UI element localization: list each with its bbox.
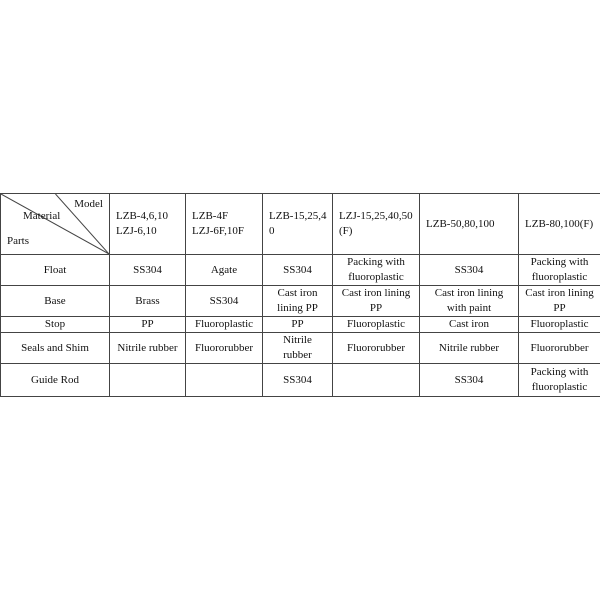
table-row xyxy=(1,364,600,397)
table-row xyxy=(1,255,600,286)
spec-table-container xyxy=(0,193,600,397)
table-row xyxy=(1,286,600,317)
parts-label: Parts xyxy=(7,235,29,247)
materials-table xyxy=(0,193,600,397)
material-cell: Packing with fluoroplastic xyxy=(333,255,420,286)
material-cell: Packing with fluoroplastic xyxy=(519,255,600,286)
material-cell: SS304 xyxy=(263,364,333,397)
material-cell: SS304 xyxy=(263,255,333,286)
material-cell: Fluoroplastic xyxy=(186,317,263,333)
model-label: Model xyxy=(74,198,103,210)
material-cell: Agate xyxy=(186,255,263,286)
material-cell: Cast iron lining PP xyxy=(333,286,420,317)
material-cell: PP xyxy=(263,317,333,333)
model-header-cell: LZB-4F LZJ-6F,10F xyxy=(186,194,263,255)
model-header-cell: LZB-80,100(F) xyxy=(519,194,600,255)
material-cell: Fluororubber xyxy=(333,333,420,364)
header-row xyxy=(1,194,600,255)
material-cell: Fluororubber xyxy=(186,333,263,364)
material-cell: Brass xyxy=(110,286,186,317)
material-cell: Cast iron lining with paint xyxy=(420,286,519,317)
material-cell: Cast iron xyxy=(420,317,519,333)
table-row xyxy=(1,317,600,333)
model-header-cell: LZJ-15,25,40,50 (F) xyxy=(333,194,420,255)
material-cell: SS304 xyxy=(186,286,263,317)
header-corner-cell xyxy=(1,194,110,255)
model-header-cell: LZB-50,80,100 xyxy=(420,194,519,255)
material-cell: Packing with fluoroplastic xyxy=(519,364,600,397)
part-name-cell: Stop xyxy=(1,317,110,333)
part-name-cell: Seals and Shim xyxy=(1,333,110,364)
material-cell: SS304 xyxy=(110,255,186,286)
material-cell: Cast iron lining PP xyxy=(519,286,600,317)
material-label: Material xyxy=(23,210,61,222)
material-cell: Fluororubber xyxy=(519,333,600,364)
model-header-cell: LZB-4,6,10 LZJ-6,10 xyxy=(110,194,186,255)
material-cell: PP xyxy=(110,317,186,333)
model-header-cell: LZB-15,25,4 0 xyxy=(263,194,333,255)
material-cell xyxy=(333,364,420,397)
material-cell: SS304 xyxy=(420,255,519,286)
material-cell: Fluoroplastic xyxy=(333,317,420,333)
part-name-cell: Float xyxy=(1,255,110,286)
material-cell: Fluoroplastic xyxy=(519,317,600,333)
material-cell: Nitrile rubber xyxy=(110,333,186,364)
table-row xyxy=(1,333,600,364)
material-cell: Nitrile rubber xyxy=(263,333,333,364)
material-cell xyxy=(186,364,263,397)
material-cell xyxy=(110,364,186,397)
material-cell: SS304 xyxy=(420,364,519,397)
part-name-cell: Base xyxy=(1,286,110,317)
material-cell: Nitrile rubber xyxy=(420,333,519,364)
material-cell: Cast iron lining PP xyxy=(263,286,333,317)
part-name-cell: Guide Rod xyxy=(1,364,110,397)
